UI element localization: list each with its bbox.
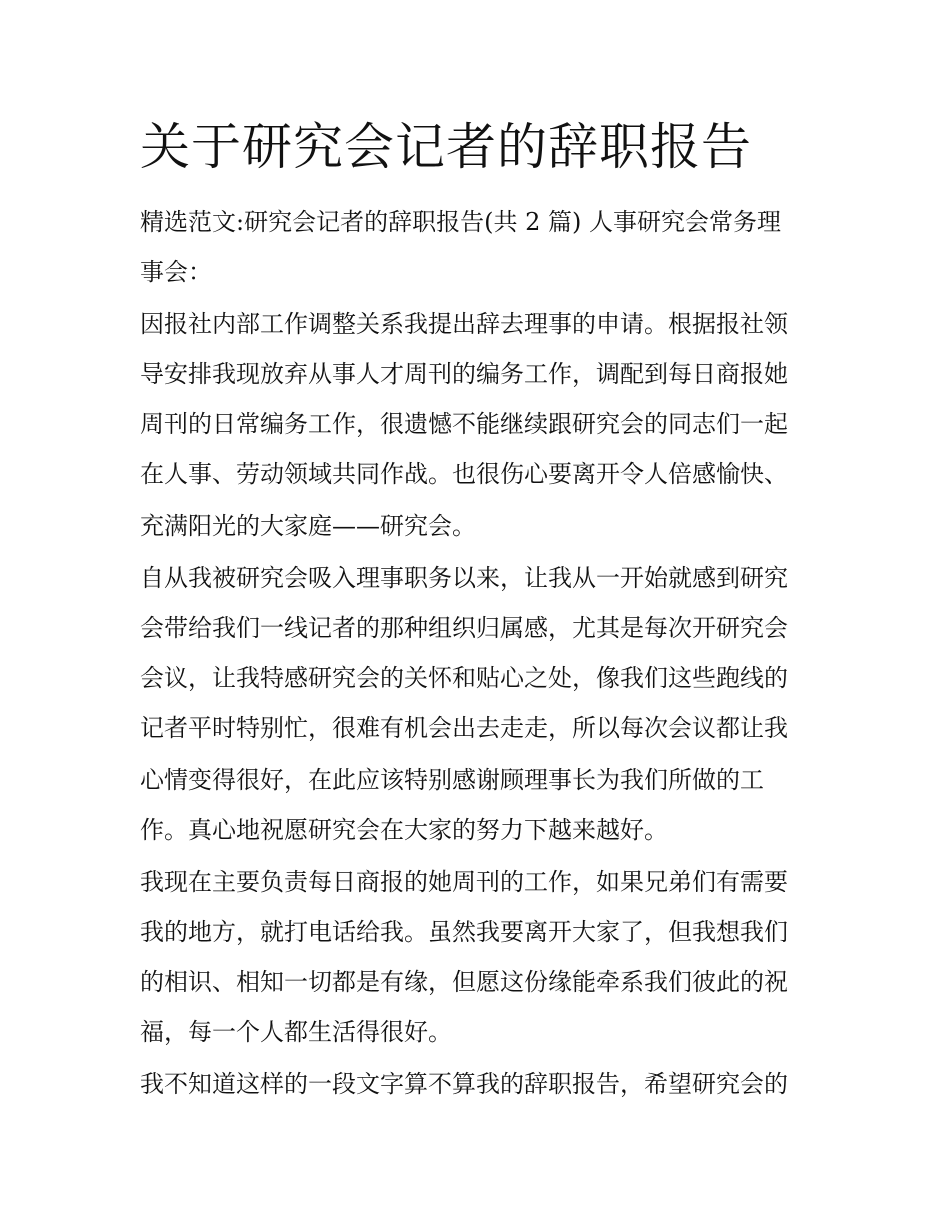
body-line: 福，每一个人都生活得很好。 — [140, 1018, 452, 1046]
body-line: 自从我被研究会吸入理事职务以来，让我从一开始就感到研究 — [140, 564, 788, 592]
document-title: 关于研究会记者的辞职报告 — [140, 118, 752, 176]
body-line: 导安排我现放弃从事人才周刊的编务工作，调配到每日商报她 — [140, 360, 788, 388]
body-line: 会带给我们一线记者的那种组织归属感，尤其是每次开研究会 — [140, 614, 788, 642]
body-line: 会议，让我特感研究会的关怀和贴心之处，像我们这些跑线的 — [140, 664, 788, 692]
body-line: 的相识、相知一切都是有缘，但愿这份缘能牵系我们彼此的祝 — [140, 968, 788, 996]
body-line: 因报社内部工作调整关系我提出辞去理事的申请。根据报社领 — [140, 310, 788, 338]
body-line: 记者平时特别忙，很难有机会出去走走，所以每次会议都让我 — [140, 714, 788, 742]
body-line: 作。真心地祝愿研究会在大家的努力下越来越好。 — [140, 816, 668, 844]
body-line: 我现在主要负责每日商报的她周刊的工作，如果兄弟们有需要 — [140, 868, 788, 896]
body-line: 充满阳光的大家庭——研究会。 — [140, 512, 476, 540]
body-line: 我的地方，就打电话给我。虽然我要离开大家了，但我想我们 — [140, 918, 788, 946]
body-line: 心情变得很好，在此应该特别感谢顾理事长为我们所做的工 — [140, 766, 764, 794]
body-line: 在人事、劳动领域共同作战。也很伤心要离开令人倍感愉快、 — [140, 460, 788, 488]
body-line: 事会： — [140, 258, 212, 286]
body-line: 周刊的日常编务工作，很遗憾不能继续跟研究会的同志们一起 — [140, 410, 788, 438]
body-line: 精选范文:研究会记者的辞职报告(共 2 篇) 人事研究会常务理 — [140, 208, 781, 236]
body-line: 我不知道这样的一段文字算不算我的辞职报告，希望研究会的 — [140, 1070, 788, 1098]
